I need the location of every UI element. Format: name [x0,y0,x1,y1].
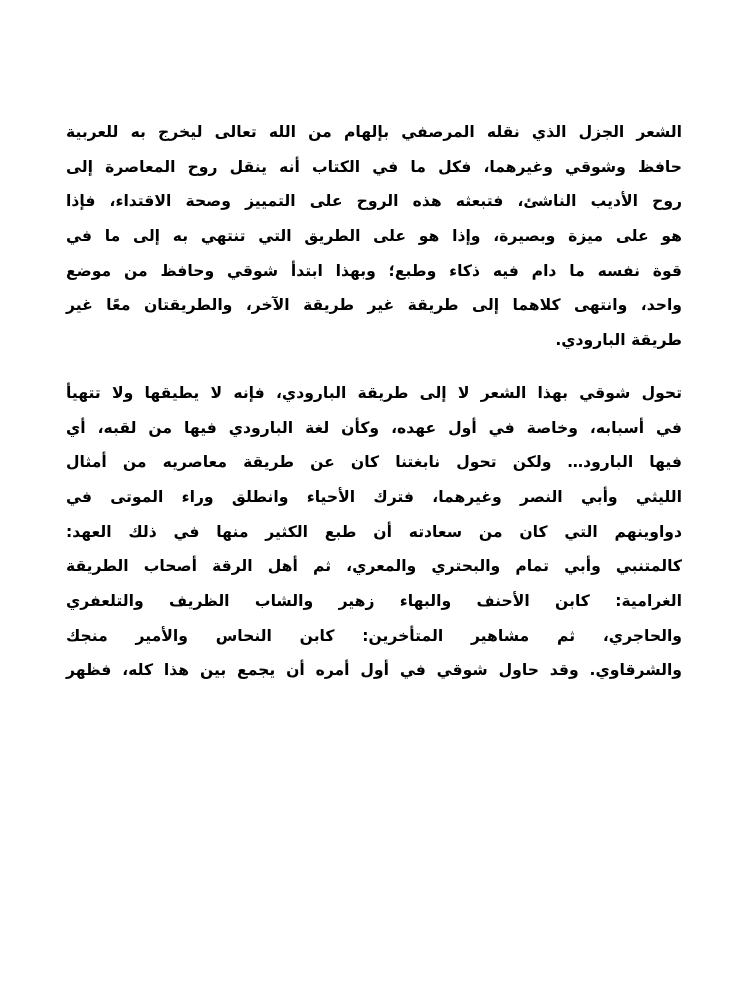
text-line: الليثي وأبي النصر وغيرهما، فترك الأحياء وانطلق وراء الموتى في [66,487,682,506]
text-line: حافظ وشوقي وغيرهما، فكل ما في الكتاب أنه ينقل روح المعاصرة إلى [66,157,682,176]
text-line: طريقة البارودي. [555,331,682,350]
text-line: قوة نفسه ما دام فيه ذكاء وطبع؛ وبهذا ابتدأ شوقي وحافظ من موضع [66,261,682,280]
text-line: والحاجري، ثم مشاهير المتأخرين: كابن النحاس والأمير منجك [66,626,682,645]
text-line: روح الأديب الناشئ، فتبعثه هذه الروح على التمييز وصحة الاقتداء، فإذا [66,192,682,211]
text-line: فيها البارود… ولكن تحول نابغتنا كان عن طريقة معاصريه من أمثال [66,453,682,472]
text-line: الغرامية: كابن الأحنف والبهاء زهير والشاب الظريف والتلعفري [66,591,682,610]
text-line: دواوينهم التي كان من سعادته أن طبع الكثير منها في ذلك العهد: [66,522,682,541]
paragraph-gap [66,358,682,376]
text-line: واحد، وانتهى كلاهما إلى طريقة غير طريقة الآخر، والطريقتان معًا غير [66,296,682,315]
text-line: والشرقاوي. وقد حاول شوقي في أول أمره أن يجمع بين هذا كله، فظهر [66,661,682,680]
text-line: هو على ميزة وبصيرة، وإذا هو على الطريق التي تنتهي به إلى ما في [66,227,682,246]
text-line: كالمتنبي وأبي تمام والبحتري والمعري، ثم أهل الرقة أصحاب الطريقة [66,557,682,576]
paragraph-2 [66,376,682,688]
paragraph-1 [66,115,682,358]
text-line: في أسبابه، وخاصة في أول عهده، وكأن لغة البارودي فيها من لقبه، أي [66,418,682,437]
text-line: تحول شوقي بهذا الشعر لا إلى طريقة البارودي، فإنه لا يطيقها ولا تتهيأ [66,383,682,402]
document-page [66,115,682,688]
text-line: الشعر الجزل الذي نقله المرصفي بإلهام من الله تعالى ليخرج به للعربية [66,123,682,141]
